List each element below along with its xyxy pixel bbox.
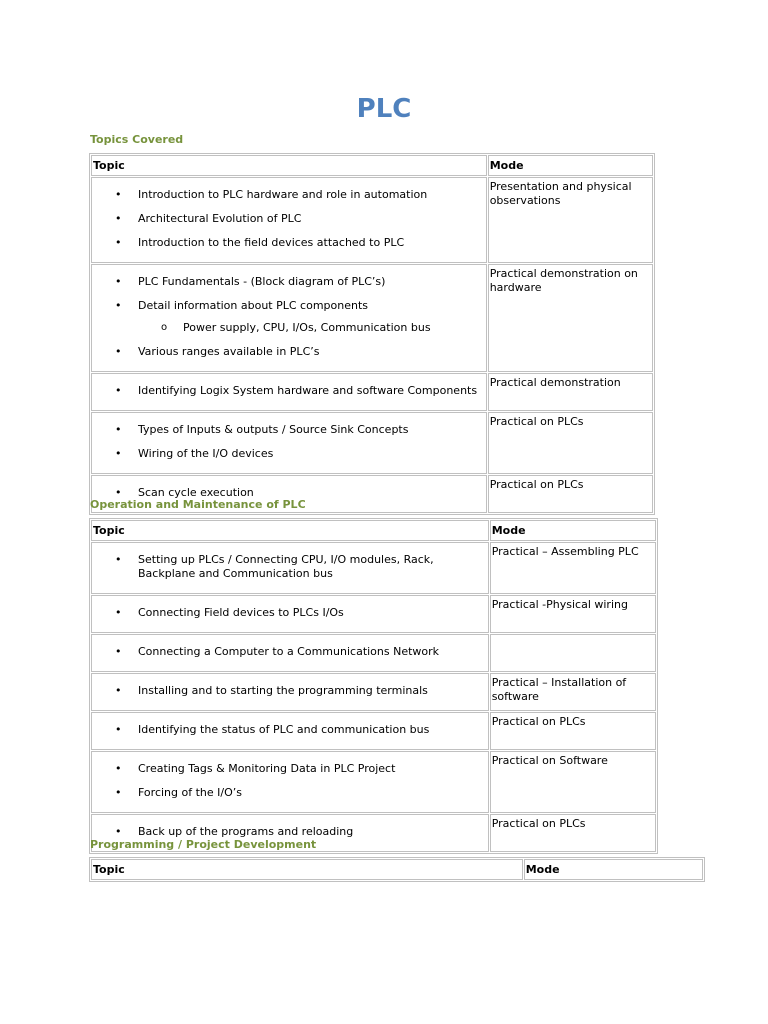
topic-cell <box>91 177 487 263</box>
list-item: • Identifying Logix System hardware and software Components <box>93 384 485 398</box>
list-item: • Creating Tags & Monitoring Data in PLC Project <box>93 762 487 776</box>
topic-list <box>93 275 485 359</box>
table-row <box>91 712 656 750</box>
topic-cell <box>91 673 489 711</box>
topic-cell <box>91 412 487 474</box>
mode-cell: Practical – Installation of software <box>490 673 656 711</box>
topic-list <box>93 423 485 461</box>
column-header-topic: Topic <box>91 520 489 541</box>
topic-list <box>93 825 487 839</box>
topic-cell <box>91 595 489 633</box>
table-header-row <box>91 859 703 880</box>
operation-maintenance-table <box>89 518 658 854</box>
topic-list <box>93 762 487 800</box>
list-item: • Back up of the programs and reloading <box>93 825 487 839</box>
mode-cell: Practical on Software <box>490 751 656 813</box>
document-title: PLC <box>356 94 412 124</box>
mode-cell: Presentation and physical observations <box>488 177 653 263</box>
table-row <box>91 673 656 711</box>
topic-list <box>93 684 487 698</box>
topic-cell <box>91 634 489 672</box>
list-item: • Introduction to the field devices attached to PLC <box>93 236 485 250</box>
mode-cell: Practical on PLCs <box>488 412 653 474</box>
section-heading-operation-maintenance: Operation and Maintenance of PLC <box>90 498 306 511</box>
table-header-row <box>91 520 656 541</box>
section-heading-programming: Programming / Project Development <box>90 838 317 851</box>
column-header-mode: Mode <box>490 520 656 541</box>
table-row <box>91 634 656 672</box>
topic-cell <box>91 264 487 372</box>
mode-cell: Practical on PLCs <box>488 475 653 513</box>
list-item: • Detail information about PLC components <box>93 299 485 313</box>
mode-cell: Practical – Assembling PLC <box>490 542 656 594</box>
list-item: • Connecting Field devices to PLCs I/Os <box>93 606 487 620</box>
column-header-mode: Mode <box>524 859 703 880</box>
list-item: • Connecting a Computer to a Communications Network <box>93 645 487 659</box>
topic-cell <box>91 751 489 813</box>
topic-list <box>93 553 487 581</box>
table-row <box>91 542 656 594</box>
list-item: • Architectural Evolution of PLC <box>93 212 485 226</box>
mode-cell: Practical on PLCs <box>490 814 656 852</box>
list-item: • Wiring of the I/O devices <box>93 447 485 461</box>
topic-list <box>93 645 487 659</box>
mode-cell <box>490 634 656 672</box>
list-item: • Installing and to starting the programming terminals <box>93 684 487 698</box>
programming-table <box>89 857 705 882</box>
list-item: • Introduction to PLC hardware and role in automation <box>93 188 485 202</box>
mode-cell: Practical demonstration on hardware <box>488 264 653 372</box>
topic-list <box>93 384 485 398</box>
table-row <box>91 177 653 263</box>
mode-cell: Practical demonstration <box>488 373 653 411</box>
list-item: • Identifying the status of PLC and communication bus <box>93 723 487 737</box>
topic-cell <box>91 373 487 411</box>
topic-list <box>93 606 487 620</box>
list-item: • Types of Inputs & outputs / Source Sink Concepts <box>93 423 485 437</box>
topic-cell <box>91 712 489 750</box>
list-item: • Various ranges available in PLC’s <box>93 345 485 359</box>
list-item: • PLC Fundamentals - (Block diagram of PLC’s) <box>93 275 485 289</box>
column-header-mode: Mode <box>488 155 653 176</box>
topic-list <box>93 723 487 737</box>
section-heading-topics-covered: Topics Covered <box>90 133 184 146</box>
list-item: • Setting up PLCs / Connecting CPU, I/O modules, Rack, Backplane and Communication bus <box>93 553 487 581</box>
table-row <box>91 373 653 411</box>
table-row <box>91 264 653 372</box>
list-item: • Scan cycle execution <box>93 486 485 500</box>
table-row <box>91 412 653 474</box>
column-header-topic: Topic <box>91 859 523 880</box>
table-row <box>91 595 656 633</box>
topics-covered-table <box>89 153 655 515</box>
table-header-row <box>91 155 653 176</box>
table-row <box>91 751 656 813</box>
mode-cell: Practical -Physical wiring <box>490 595 656 633</box>
column-header-topic: Topic <box>91 155 487 176</box>
sub-list-item: o Power supply, CPU, I/Os, Communication bus <box>93 321 485 335</box>
topic-list <box>93 188 485 250</box>
mode-cell: Practical on PLCs <box>490 712 656 750</box>
topic-cell <box>91 542 489 594</box>
list-item: • Forcing of the I/O’s <box>93 786 487 800</box>
